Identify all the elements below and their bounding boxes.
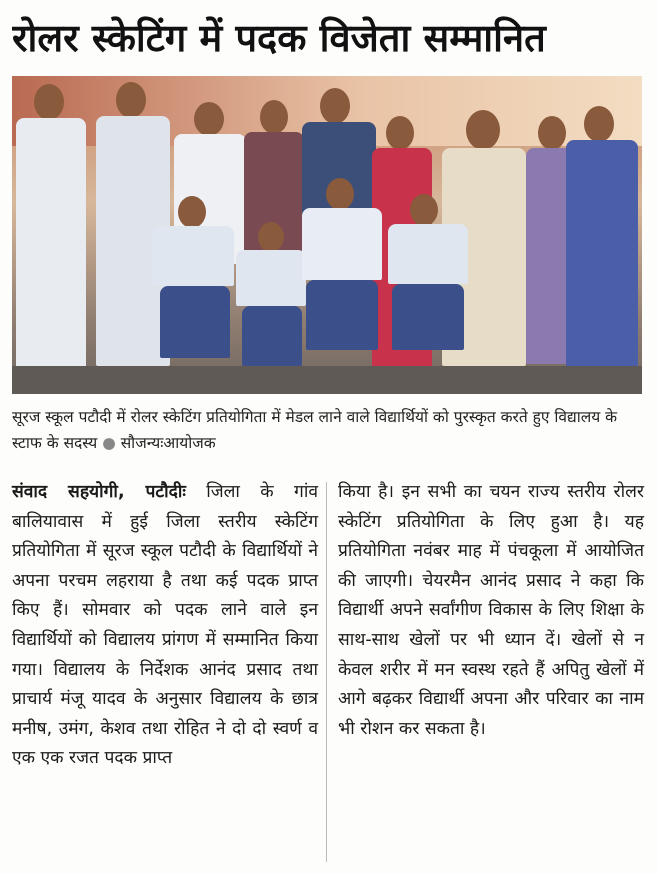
article-text-left: जिला के गांव बालियावास में हुई जिला स्तरीय स्केटिंग प्रतियोगिता में सूरज स्कूल पटौदी के विद्यार्थियों ने अपना परचम लहराया है तथा कई पदक प्राप्त किए हैं। सोमवार को पदक लाने वाले इन विद्यार्थियों को विद्यालय प्रांगण में सम्मानित किया गया। विद्यालय के निर्देशक आनंद प्रसाद तथा प्राचार्य मंजू यादव के अनुसार विद्यालय के छात्र मनीष, उमंग, केशव तथा रोहित ने दो दो स्वर्ण व एक एक रजत पदक प्राप्त [12,482,318,769]
headline: रोलर स्केटिंग में पदक विजेता सम्मानित [12,16,546,60]
caption-text: सूरज स्कूल पटौदी में रोलर स्केटिंग प्रतियोगिता में मेडल लाने वाले विद्यार्थियों को पुरस्कृत करते हुए विद्यालय के स्टाफ के सदस्य [12,408,618,452]
photo-caption [12,404,648,456]
article-column-left [12,478,318,774]
bullet-icon: ● [102,434,116,452]
caption-credit: सौजन्यःआयोजक [120,434,216,452]
news-photo [12,76,642,394]
column-divider [326,482,327,862]
article-column-right [338,478,644,744]
photo-floor [12,366,642,394]
article-text-right: किया है। इन सभी का चयन राज्य स्तरीय रोलर स्केटिंग प्रतियोगिता के लिए हुआ है। यह प्रतियोगिता नवंबर माह में पंचकूला में आयोजित की जाएगी। चेयरमैन आनंद प्रसाद ने कहा कि विद्यार्थी अपने सर्वांगीण विकास के लिए शिक्षा के साथ-साथ खेलों पर भी ध्यान दें। खेलों से न केवल शरीर में मन स्वस्थ रहते हैं अपितु खेलों में आगे बढ़कर विद्यार्थी अपना और परिवार का नाम भी रोशन कर सकता है। [338,482,644,739]
byline: संवाद सहयोगी, पटौदीः [12,482,186,502]
